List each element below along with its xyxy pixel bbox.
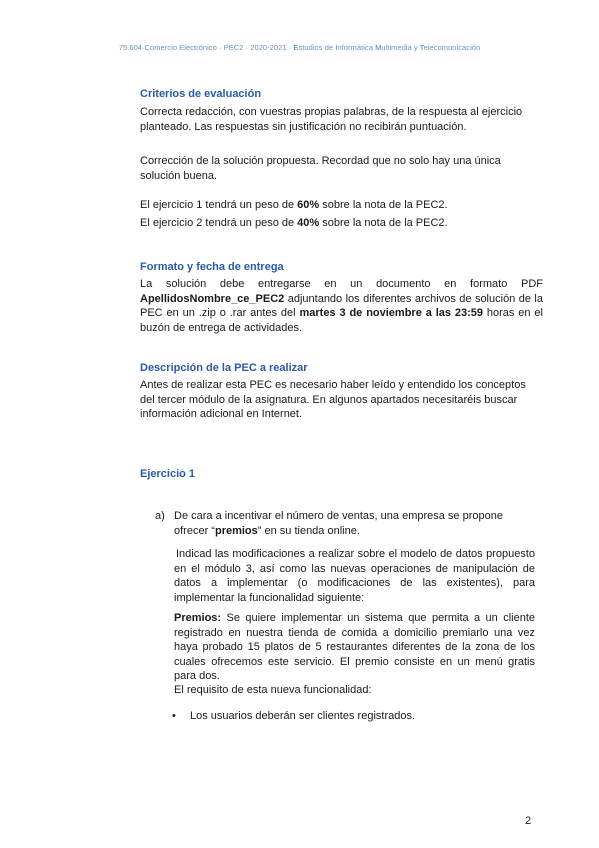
criterios-weight-ex1 — [140, 198, 543, 213]
header-initial-t: T — [419, 43, 424, 52]
weight-ex2-value: 40% — [297, 217, 320, 229]
bullet-item-text: Los usuarios deberán ser clientes registrados. — [190, 710, 416, 722]
item-a-line-1: De cara a incentivar el número de ventas, una empresa se propone — [174, 510, 503, 522]
weight-ex1-post: sobre la nota de la PEC2. — [319, 199, 448, 211]
descripcion-paragraph: Antes de realizar esta PEC es necesario haber leído y entendido los conceptos del tercer módulo de la asignatura. En algunos apartados necesitaréis buscar información adicional en Internet. — [140, 379, 526, 420]
criterios-paragraph-2: Corrección de la solución propuesta. Recordad que no solo hay una única solución buena. — [140, 155, 501, 182]
page-number: 2 — [525, 815, 532, 827]
criterios-heading: Criterios de evaluación — [140, 88, 262, 100]
header-initial-m: M — [375, 43, 382, 52]
header-course-info: 75.604·Comercio Electrónico · PEC2 · 2020-2021 · — [118, 43, 294, 52]
header-initial-i: I — [335, 43, 338, 52]
item-a-text — [174, 509, 535, 538]
header-word-informatica: nformática — [337, 43, 376, 52]
formato-paragraph — [140, 277, 543, 335]
header-initial-e: E — [293, 43, 299, 52]
item-a-premios-word: premios — [214, 524, 258, 537]
item-a-line-2 — [174, 524, 535, 539]
header-word-studios: studios de — [298, 43, 336, 52]
header-word-multimedia: ultimedia y — [381, 43, 420, 52]
formato-deadline: martes 3 de noviembre a las 23:59 — [299, 307, 484, 319]
item-a-line-2-post: ” en su tienda online. — [257, 524, 360, 537]
weight-ex1-pre: El ejercicio 1 tendrá un peso de — [140, 199, 298, 211]
premios-text: Se quiere implementar un sistema que permita a un cliente registrado en nuestra tienda de comida a domicilio premiarlo una vez haya probado 15 platos de 5 restaurantes diferentes de la zona de los cuales ofrecemos este servicio. El premio consiste en un menú gratis para dos. — [174, 612, 535, 682]
formato-heading: Formato y fecha de entrega — [140, 261, 284, 273]
premios-paragraph — [174, 611, 535, 684]
header-word-telecomunicacion: elecomunicación — [423, 43, 481, 52]
ejercicio1-heading: Ejercicio 1 — [140, 468, 196, 480]
item-a-marker: a) — [155, 510, 165, 522]
item-a-line-2-pre: ofrecer “ — [174, 524, 215, 537]
criterios-paragraph-1: Correcta redacción, con vuestras propias palabras, de la respuesta al ejercicio planteado. Las respuestas sin justificación no recibirán puntuación. — [140, 106, 523, 133]
requisito-text: El requisito de esta nueva funcionalidad: — [174, 684, 372, 696]
bullet-icon: • — [172, 710, 176, 722]
premios-label: Premios: — [174, 612, 222, 624]
weight-ex2-pre: El ejercicio 2 tendrá un peso de — [140, 217, 298, 229]
indicad-paragraph: Indicad las modificaciones a realizar sobre el modelo de datos propuesto en el módulo 3, así como las nuevas operaciones de manipulación de datos a implementar (o modificaciones de las existentes), para implementar la funcionalidad siguiente: — [174, 548, 535, 604]
formato-filename: ApellidosNombre_ce_PEC2 — [140, 292, 285, 305]
formato-text-1: La solución debe entregarse en un documento en formato PDF — [140, 278, 543, 290]
formato-text-2: adjuntando los diferentes archivos de solución de la PEC en un .zip o .rar antes del — [140, 292, 543, 319]
weight-ex2-post: sobre la nota de la PEC2. — [319, 217, 448, 229]
criterios-weight-ex2 — [140, 216, 543, 231]
weight-ex1-value: 60% — [297, 199, 320, 211]
formato-text-3: horas en el buzón de entrega de actividades. — [140, 307, 543, 334]
page-header — [0, 43, 599, 52]
descripcion-heading: Descripción de la PEC a realizar — [140, 362, 308, 374]
